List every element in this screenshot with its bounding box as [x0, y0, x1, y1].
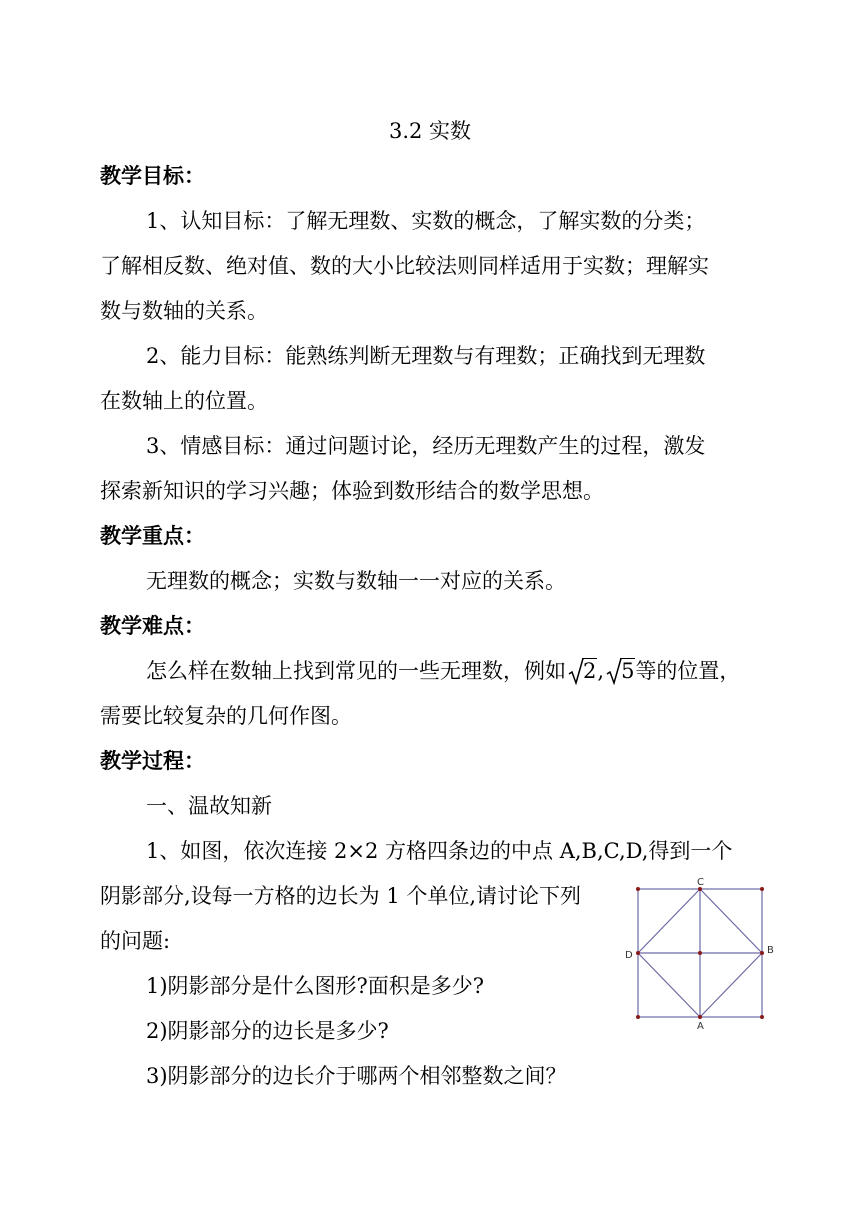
- q1-line3: 的问题:: [100, 929, 171, 953]
- sqrt-2-value: 2: [583, 659, 597, 683]
- process-heading: 教学过程：: [100, 749, 205, 773]
- difficulty-post: 等的位置，: [635, 659, 741, 683]
- q1-line2: 阴影部分,设每一方格的边长为 1 个单位,请讨论下列: [100, 884, 582, 908]
- key-text: 无理数的概念；实数与数轴一一对应的关系。: [146, 569, 566, 593]
- sqrt-2-expression: [568, 659, 597, 683]
- q1-line1: 1、如图，依次连接 2×2 方格四条边的中点 A,B,C,D,得到一个: [146, 839, 733, 863]
- point-b: [760, 951, 764, 955]
- difficulty-line1: [146, 655, 740, 685]
- goal1-line3: 数与数轴的关系。: [100, 299, 268, 323]
- q1-item-3: 3)阴影部分的边长介于哪两个相邻整数之间？: [146, 1064, 567, 1088]
- point-d: [636, 951, 640, 955]
- process-part1: 一、温故知新: [146, 794, 272, 818]
- point-a: [698, 1015, 702, 1019]
- goal2-line1: 2、能力目标：能熟练判断无理数与有理数；正确找到无理数: [146, 344, 706, 368]
- sqrt-5-value: 5: [621, 659, 635, 683]
- goal1-line1: 1、认知目标：了解无理数、实数的概念，了解实数的分类；: [146, 209, 706, 233]
- radical-icon: [606, 657, 622, 685]
- goal2-line2: 在数轴上的位置。: [100, 389, 268, 413]
- corner-point: [636, 1015, 640, 1019]
- difficulty-line2: 需要比较复杂的几何作图。: [100, 704, 352, 728]
- q1-item-1: 1)阴影部分是什么图形?面积是多少?: [146, 974, 485, 998]
- difficulty-comma: ,: [597, 659, 605, 683]
- goals-heading: 教学目标：: [100, 164, 205, 188]
- label-c: C: [697, 877, 704, 888]
- key-heading: 教学重点：: [100, 524, 205, 548]
- document-title: 3.2 实数: [388, 119, 472, 143]
- label-d: D: [625, 950, 633, 961]
- radical-icon: [568, 657, 584, 685]
- label-b: B: [767, 945, 774, 956]
- goal1-line2: 了解相反数、绝对值、数的大小比较法则同样适用于实数；理解实: [100, 254, 709, 278]
- corner-point: [636, 887, 640, 891]
- center-point: [698, 951, 702, 955]
- grid-square-figure: [618, 876, 780, 1036]
- difficulty-pre: 怎么样在数轴上找到常见的一些无理数，例如: [146, 659, 566, 683]
- q1-item-2: 2)阴影部分的边长是多少?: [146, 1019, 389, 1043]
- goal3-line1: 3、情感目标：通过问题讨论，经历无理数产生的过程，激发: [146, 434, 706, 458]
- corner-point: [760, 1015, 764, 1019]
- difficulty-heading: 教学难点：: [100, 614, 205, 638]
- sqrt-5-expression: [606, 659, 635, 683]
- corner-point: [760, 887, 764, 891]
- label-a: A: [697, 1021, 704, 1032]
- goal3-line2: 探索新知识的学习兴趣；体验到数形结合的数学思想。: [100, 479, 604, 503]
